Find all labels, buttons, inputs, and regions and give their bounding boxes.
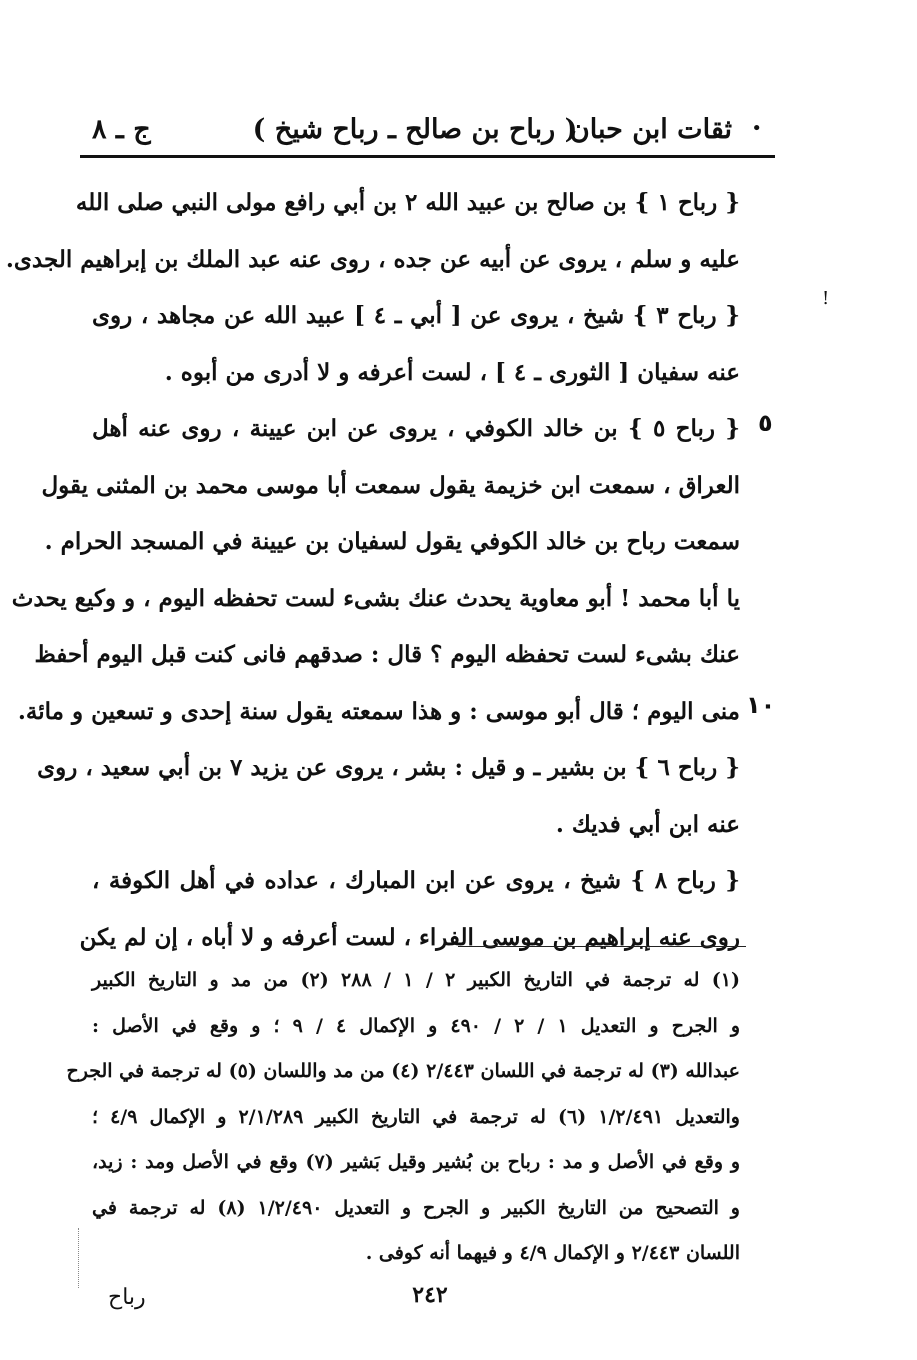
- footnote-line: والتعديل ١/٢/٤٩١ (٦) له ترجمة في التاريخ الكبير ٢/١/٢٨٩ و الإكمال ٤/٩ ؛: [92, 1105, 740, 1128]
- text-line: { رباح ٣ } شيخ ، يروى عن [ أبي ـ ٤ ] عبيد الله عن مجاهد ، روى: [92, 302, 741, 329]
- footnote-line: و وقع في الأصل و مد : رباح بن بُشير وقيل بَشير (٧) وقع في الأصل ومد : زيد،: [92, 1151, 740, 1173]
- footnote-line: عبدالله (٣) له ترجمة في اللسان ٢/٤٤٣ (٤) من مد واللسان (٥) له ترجمة في الجرح: [66, 1060, 740, 1082]
- margin-scribble: [78, 1228, 83, 1288]
- line-number-5: ٥: [758, 409, 773, 437]
- footnotes: [66, 958, 741, 1277]
- header-dot: •: [751, 118, 762, 139]
- text-line: { رباح ٥ } بن خالد الكوفي ، يروى عن ابن عيينة ، روى عنه أهل: [92, 415, 740, 442]
- text-line: عنه سفيان [ الثورى ـ ٤ ] ، لست أعرفه و لا أدرى من أبوه .: [164, 358, 740, 386]
- line-number-10: ١٠: [746, 691, 776, 719]
- text-line: العراق ، سمعت ابن خزيمة يقول سمعت أبا موسى محمد بن المثنى يقول: [41, 471, 740, 499]
- text-line: عنك بشىء لست تحفظه اليوم ؟ قال : صدقهم فانى كنت قبل اليوم أحفظ: [34, 641, 740, 668]
- footnote-line: و التصحيح من التاريخ الكبير و الجرح و التعديل ١/٢/٤٩٠ (٨) له ترجمة في: [92, 1196, 740, 1219]
- text-line: سمعت رباح بن خالد الكوفي يقول لسفيان بن عيينة في المسجد الحرام .: [44, 528, 740, 555]
- footnote-line: اللسان ٢/٤٤٣ و الإكمال ٤/٩ و فيهما أنه كوفى .: [365, 1242, 740, 1264]
- book-title: ثقات ابن حبان: [569, 114, 732, 145]
- header-rule: [80, 155, 775, 158]
- text-line: { رباح ١ } بن صالح بن عبيد الله ٢ بن أبي رافع مولى النبي صلى الله: [75, 189, 740, 216]
- text-line: يا أبا محمد ! أبو معاوية يحدث عنك بشىء لست تحفظه اليوم ، و وكيع يحدث: [11, 584, 740, 612]
- footnote-rule: [458, 946, 746, 947]
- section-title: ( رباح بن صالح ـ رباح شيخ ): [252, 114, 578, 145]
- text-line: روى عنه إبراهيم بن موسى الفراء ، لست أعرفه و لا أباه ، إن لم يكن: [79, 923, 740, 951]
- running-header: [80, 108, 762, 152]
- margin-mark: !: [822, 288, 830, 309]
- footnote-line: (١) له ترجمة في التاريخ الكبير ٢ / ١ / ٢٨٨ (٢) من مد و التاريخ الكبير: [92, 969, 741, 991]
- text-line: { رباح ٨ } شيخ ، يروى عن ابن المبارك ، عداده في أهل الكوفة ،: [92, 867, 741, 894]
- text-line: عنه ابن أبي فديك .: [555, 810, 740, 838]
- page-number: ٢٤٢: [412, 1282, 448, 1308]
- footnote-line: و الجرح و التعديل ١ / ٢ / ٤٩٠ و الإكمال ٤ / ٩ ؛ و وقع في الأصل :: [92, 1014, 741, 1037]
- volume-label: ج ـ ٨: [92, 114, 151, 145]
- catchword: رباح: [108, 1285, 146, 1310]
- text-line: عليه و سلم ، يروى عن أبيه عن جده ، روى عنه عبد الملك بن إبراهيم الجدى.: [5, 245, 740, 273]
- text-line: منى اليوم ؛ قال أبو موسى : و هذا سمعته يقول سنة إحدى و تسعين و مائة.: [17, 697, 740, 725]
- main-text: [5, 175, 741, 966]
- text-line: { رباح ٦ } بن بشير ـ و قيل : بشر ، يروى عن يزيد ٧ بن أبي سعيد ، روى: [37, 754, 740, 781]
